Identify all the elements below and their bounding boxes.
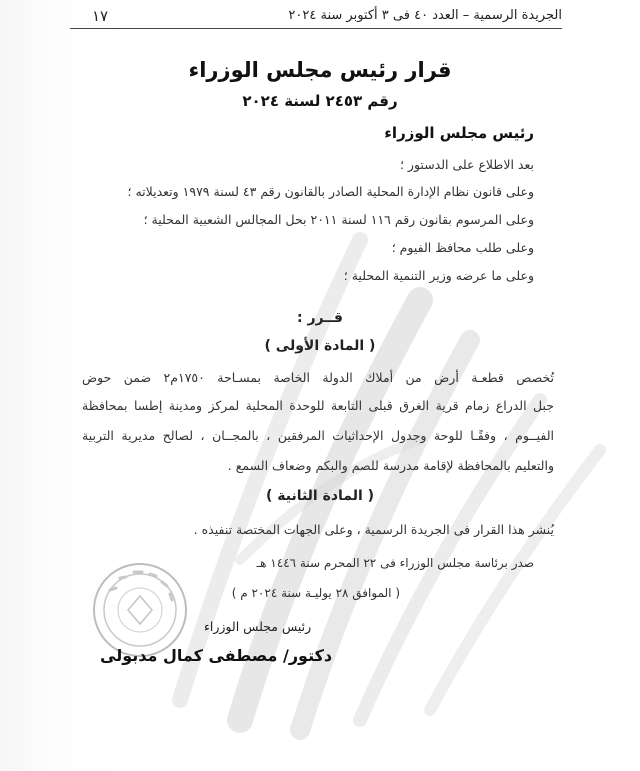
article-1-title: ( المادة الأولى ) — [264, 338, 376, 354]
gazette-header — [70, 6, 562, 29]
preamble-line: وعلى طلب محافظ الفيوم ؛ — [391, 240, 534, 255]
article-2-line: يُنشر هذا القرار فى الجريدة الرسمية ، وعلى الجهات المختصة تنفيذه . — [193, 522, 554, 537]
decreed-label: قــرر : — [297, 310, 343, 326]
preamble-line: بعد الاطلاع على الدستور ؛ — [399, 157, 534, 172]
signatory-name: دكتور/ مصطفى كمال مدبولى — [100, 646, 333, 665]
decree-number: رقم ٢٤٥٣ لسنة ٢٠٢٤ — [242, 92, 398, 110]
article-2-title: ( المادة الثانية ) — [265, 488, 375, 504]
official-seal — [90, 560, 190, 660]
preamble-line: وعلى المرسوم بقانون رقم ١١٦ لسنة ٢٠١١ بحل المجالس الشعبية المحلية ؛ — [143, 212, 534, 227]
preamble-line: وعلى قانون نظام الإدارة المحلية الصادر بالقانون رقم ٤٣ لسنة ١٩٧٩ وتعديلاته ؛ — [127, 184, 534, 199]
article-1-line: جبل الدراع زمام قرية الغرق قبلى التابعة للوحدة المحلية لمركز ومدينة إطسا بمحافظة — [82, 398, 554, 413]
issuer-heading: رئيس مجلس الوزراء — [384, 124, 534, 142]
publication-line: الجريدة الرسمية – العدد ٤٠ فى ٣ أكتوبر سنة ٢٠٢٤ — [288, 8, 562, 23]
signature-title: رئيس مجلس الوزراء — [204, 619, 312, 634]
page-number: ١٧ — [92, 7, 109, 25]
issued-date-line: صدر برئاسة مجلس الوزراء فى ٢٢ المحرم سنة ١٤٤٦ هـ — [256, 556, 534, 570]
preamble-line: وعلى ما عرضه وزير التنمية المحلية ؛ — [343, 268, 534, 283]
corresponding-date-line: ( الموافق ٢٨ يوليـة سنة ٢٠٢٤ م ) — [231, 586, 400, 600]
article-1-line: تُخصص قطعـة أرض من أملاك الدولة الخاصة بمسـاحة ١٧٥٠م٢ ضمن حوض — [82, 370, 554, 385]
article-1-line: الفيــوم ، وفقًـا للوحة وجدول الإحداثيات المرفقين ، بالمجــان ، لصالح مديرية التربية — [82, 428, 554, 443]
decree-title: قرار رئيس مجلس الوزراء — [188, 58, 452, 82]
article-1-line: والتعليم بالمحافظة لإقامة مدرسة للصم والبكم وضعاف السمع . — [227, 458, 554, 473]
